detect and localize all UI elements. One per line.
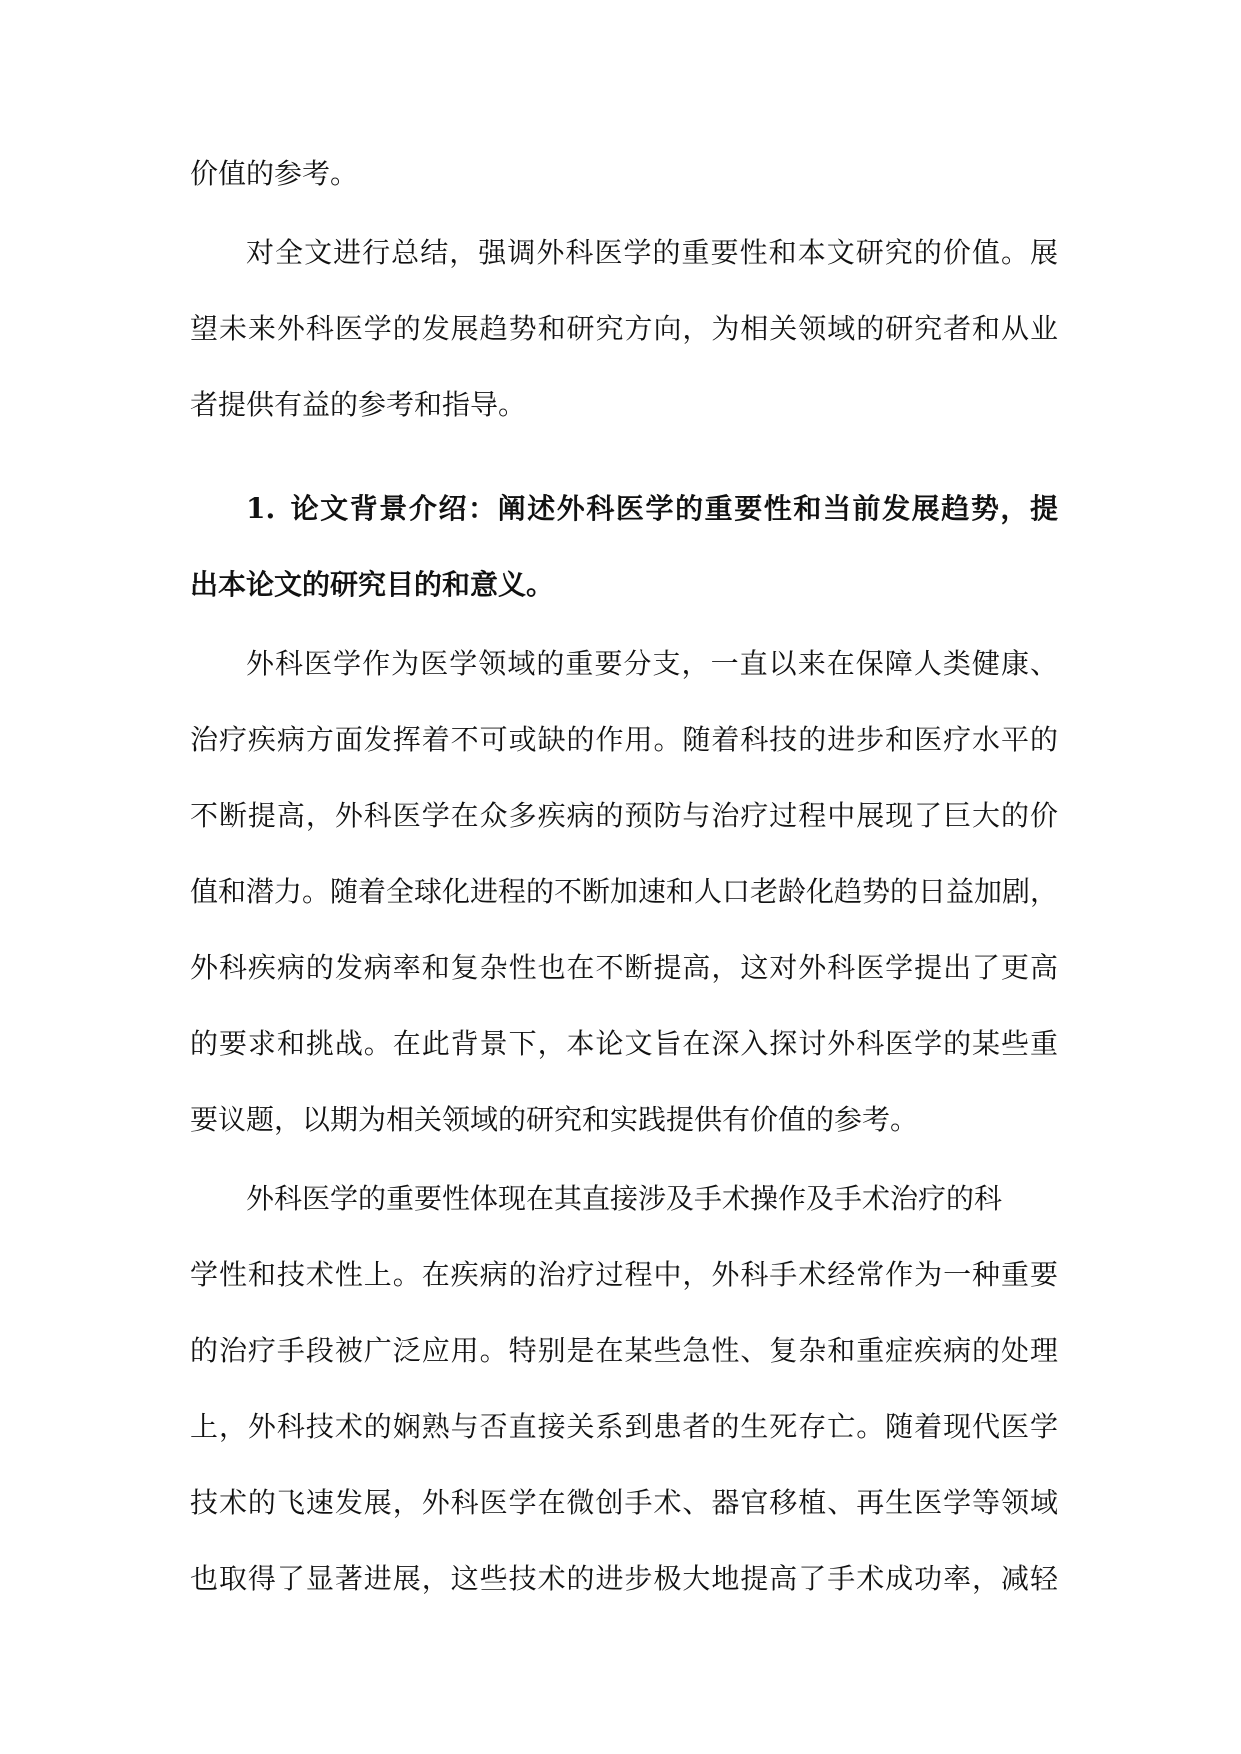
paragraph-line: 也取得了显著进展，这些技术的进步极大地提高了手术成功率，减轻 [190,1562,1058,1595]
body-paragraph [190,1161,1058,1617]
document-page [190,136,1058,1617]
paragraph-line: 要议题，以期为相关领域的研究和实践提供有价值的参考。 [190,1103,919,1136]
heading-line: 出本论文的研究目的和意义。 [190,568,555,601]
continued-paragraph [190,136,1058,212]
paragraph-line: 的治疗手段被广泛应用。特别是在某些急性、复杂和重症疾病的处理 [190,1334,1058,1367]
paragraph-line: 者提供有益的参考和指导。 [190,388,527,421]
section-heading [190,471,1058,623]
paragraph-line: 望未来外科医学的发展趋势和研究方向，为相关领域的研究者和从业 [190,312,1058,345]
paragraph-line: 技术的飞速发展，外科医学在微创手术、器官移植、再生医学等领域 [190,1486,1058,1519]
paragraph-line: 上，外科技术的娴熟与否直接关系到患者的生死存亡。随着现代医学 [190,1410,1058,1443]
section-heading-text: 论文背景介绍：阐述外科医学的重要性和当前发展趋势，提 [289,492,1058,525]
section-number: 1. [246,492,276,525]
paragraph-line: 治疗疾病方面发挥着不可或缺的作用。随着科技的进步和医疗水平的 [190,723,1058,756]
paragraph-line: 价值的参考。 [190,157,359,190]
paragraph-line: 学性和技术性上。在疾病的治疗过程中，外科手术经常作为一种重要 [190,1258,1058,1291]
body-paragraph [190,626,1058,1158]
paragraph-line: 外科医学作为医学领域的重要分支，一直以来在保障人类健康、 [246,647,1058,680]
paragraph-line: 对全文进行总结，强调外科医学的重要性和本文研究的价值。展 [246,236,1058,269]
paragraph-line: 值和潜力。随着全球化进程的不断加速和人口老龄化趋势的日益加剧， [190,875,1059,908]
heading-line [190,471,1058,547]
paragraph-line: 外科疾病的发病率和复杂性也在不断提高，这对外科医学提出了更高 [190,951,1058,984]
paragraph-line: 不断提高，外科医学在众多疾病的预防与治疗过程中展现了巨大的价 [190,799,1058,832]
intro-paragraph [190,215,1058,443]
paragraph-line: 外科医学的重要性体现在其直接涉及手术操作及手术治疗的科 [246,1182,1003,1215]
paragraph-line: 的要求和挑战。在此背景下，本论文旨在深入探讨外科医学的某些重 [190,1027,1058,1060]
